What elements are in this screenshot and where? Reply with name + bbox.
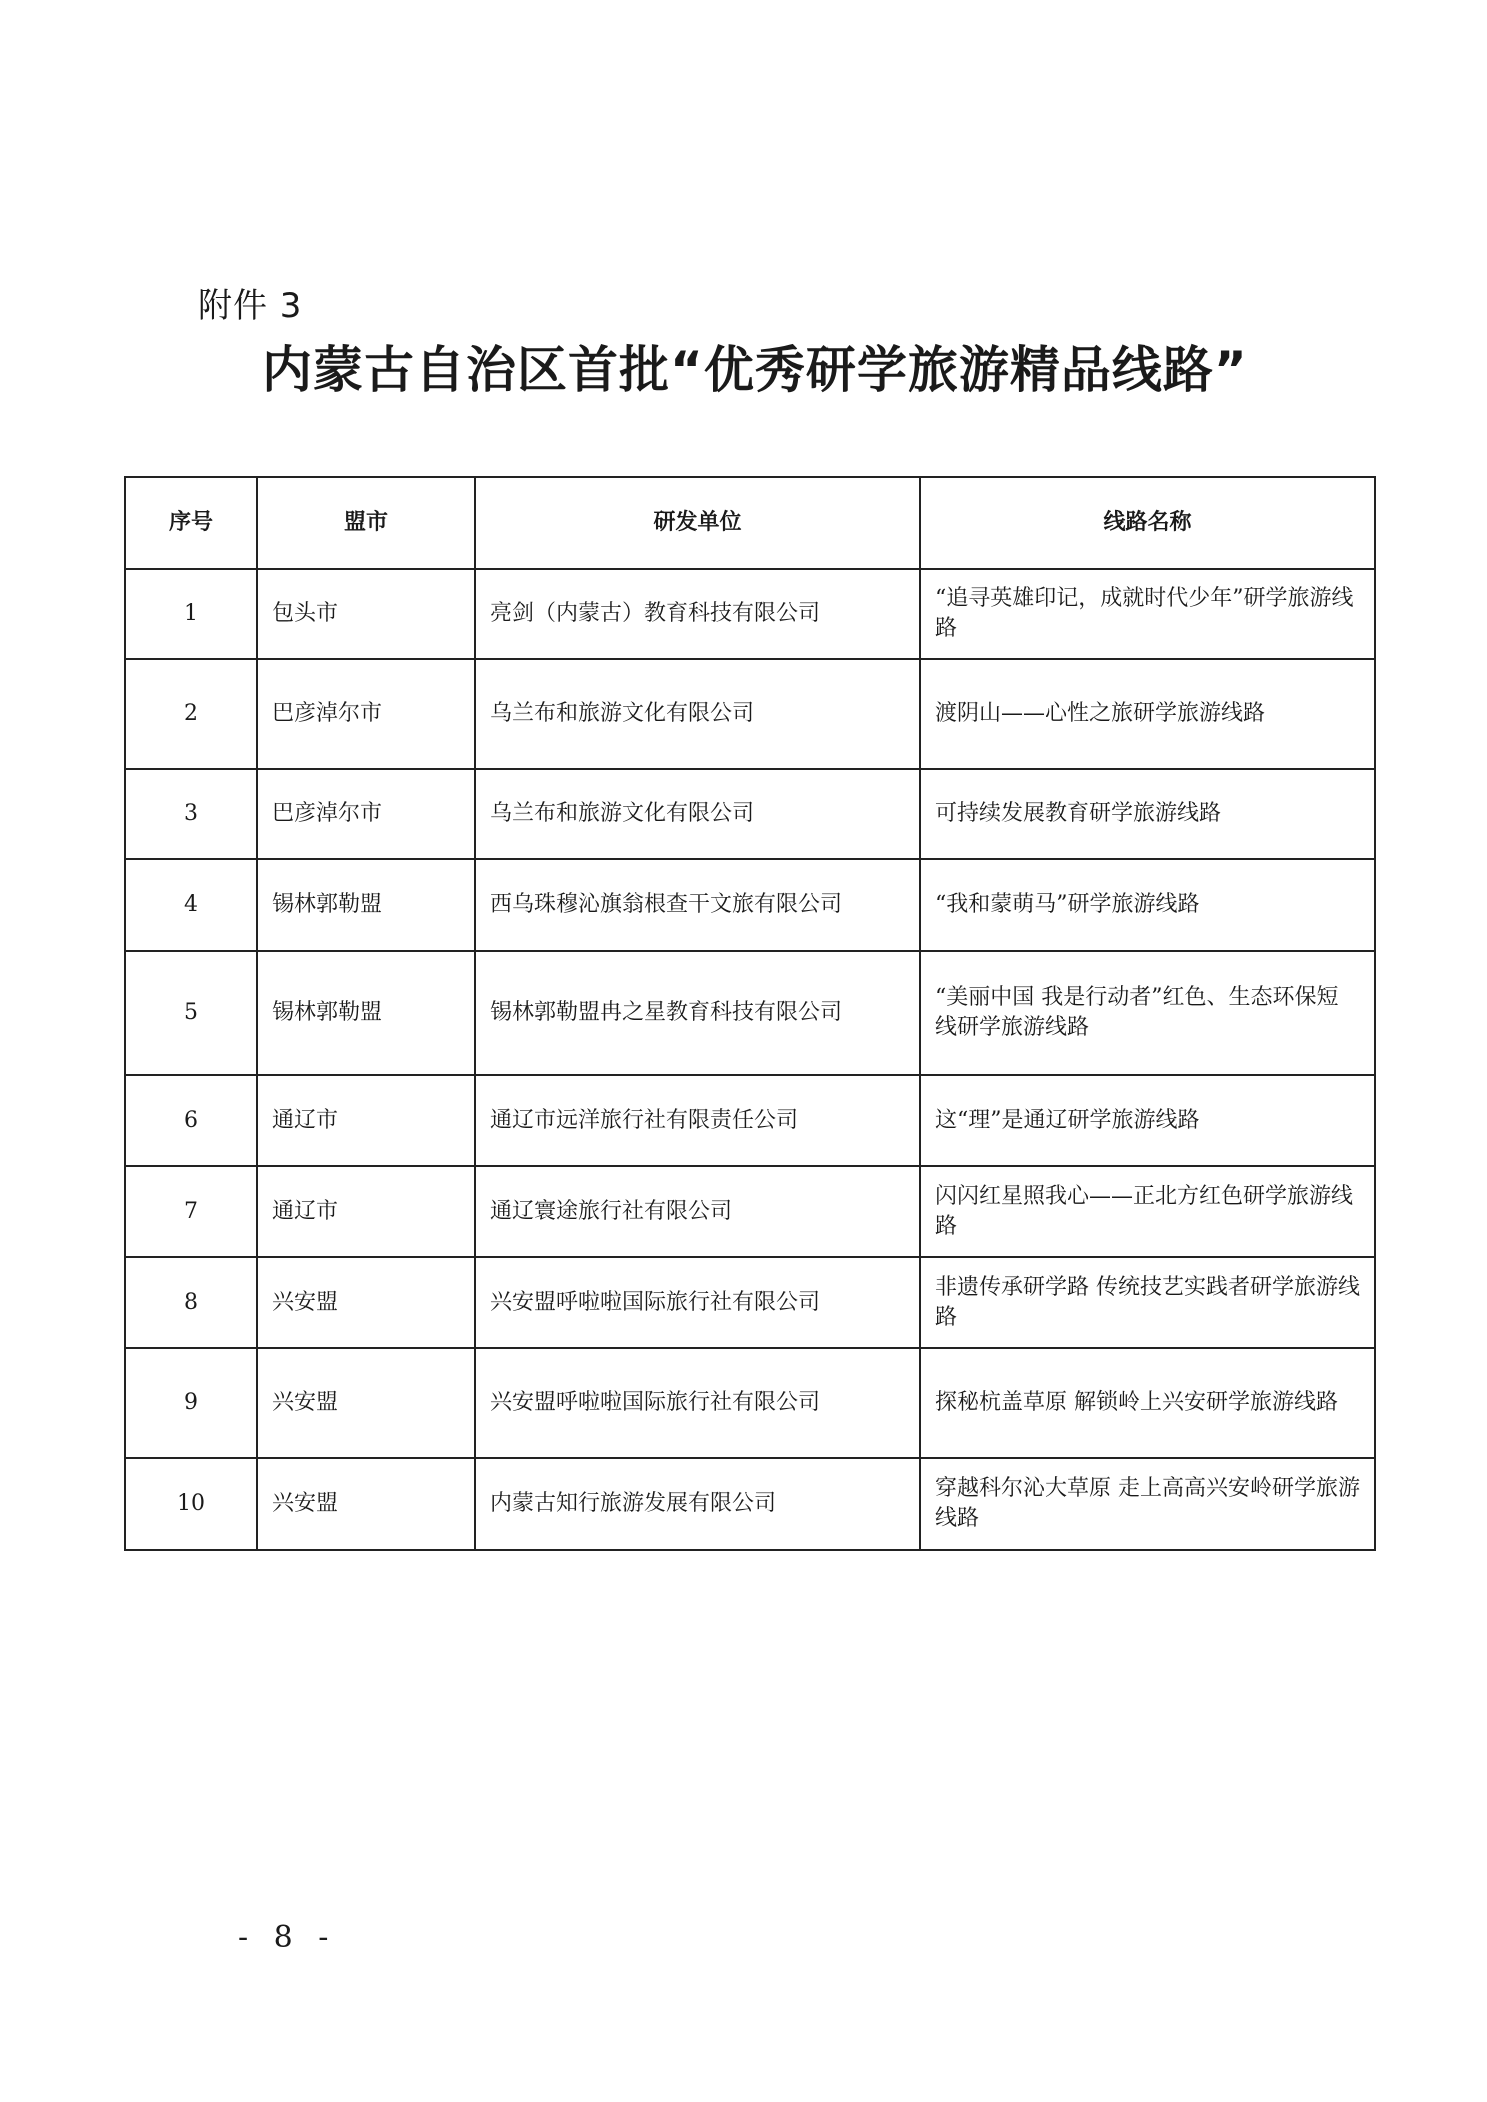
cell-city: 兴安盟 bbox=[257, 1348, 475, 1458]
cell-no: 4 bbox=[125, 859, 257, 951]
cell-route: 闪闪红星照我心——正北方红色研学旅游线路 bbox=[920, 1166, 1375, 1257]
routes-table bbox=[124, 476, 1376, 1551]
cell-route: 渡阴山——心性之旅研学旅游线路 bbox=[920, 659, 1375, 769]
table-row bbox=[125, 1458, 1375, 1550]
table-row bbox=[125, 1257, 1375, 1348]
cell-route: 穿越科尔沁大草原 走上高高兴安岭研学旅游线路 bbox=[920, 1458, 1375, 1550]
cell-city: 锡林郭勒盟 bbox=[257, 951, 475, 1075]
cell-city: 锡林郭勒盟 bbox=[257, 859, 475, 951]
cell-route: “追寻英雄印记，成就时代少年”研学旅游线路 bbox=[920, 569, 1375, 659]
cell-no: 2 bbox=[125, 659, 257, 769]
cell-city: 兴安盟 bbox=[257, 1257, 475, 1348]
cell-route: 非遗传承研学路 传统技艺实践者研学旅游线路 bbox=[920, 1257, 1375, 1348]
cell-unit: 西乌珠穆沁旗翁根查干文旅有限公司 bbox=[475, 859, 920, 951]
page-number: - 8 - bbox=[238, 1920, 337, 1955]
cell-city: 巴彦淖尔市 bbox=[257, 769, 475, 859]
cell-no: 6 bbox=[125, 1075, 257, 1166]
table-header-row bbox=[125, 477, 1375, 569]
table-row bbox=[125, 1075, 1375, 1166]
cell-unit: 通辽寰途旅行社有限公司 bbox=[475, 1166, 920, 1257]
cell-unit: 乌兰布和旅游文化有限公司 bbox=[475, 769, 920, 859]
table-row bbox=[125, 1348, 1375, 1458]
cell-route: 探秘杭盖草原 解锁岭上兴安研学旅游线路 bbox=[920, 1348, 1375, 1458]
column-header-no: 序号 bbox=[125, 477, 257, 569]
table-row bbox=[125, 569, 1375, 659]
table-row bbox=[125, 1166, 1375, 1257]
cell-city: 巴彦淖尔市 bbox=[257, 659, 475, 769]
cell-route: 这“理”是通辽研学旅游线路 bbox=[920, 1075, 1375, 1166]
cell-no: 1 bbox=[125, 569, 257, 659]
cell-no: 7 bbox=[125, 1166, 257, 1257]
table-row bbox=[125, 951, 1375, 1075]
cell-unit: 兴安盟呼啦啦国际旅行社有限公司 bbox=[475, 1257, 920, 1348]
cell-unit: 通辽市远洋旅行社有限责任公司 bbox=[475, 1075, 920, 1166]
cell-unit: 乌兰布和旅游文化有限公司 bbox=[475, 659, 920, 769]
cell-unit: 内蒙古知行旅游发展有限公司 bbox=[475, 1458, 920, 1550]
table-row bbox=[125, 859, 1375, 951]
cell-unit: 兴安盟呼啦啦国际旅行社有限公司 bbox=[475, 1348, 920, 1458]
cell-route: 可持续发展教育研学旅游线路 bbox=[920, 769, 1375, 859]
page-title: 内蒙古自治区首批“优秀研学旅游精品线路” bbox=[262, 341, 1248, 399]
column-header-unit: 研发单位 bbox=[475, 477, 920, 569]
cell-no: 5 bbox=[125, 951, 257, 1075]
cell-city: 包头市 bbox=[257, 569, 475, 659]
table-row bbox=[125, 769, 1375, 859]
cell-no: 10 bbox=[125, 1458, 257, 1550]
cell-no: 9 bbox=[125, 1348, 257, 1458]
cell-route: “美丽中国 我是行动者”红色、生态环保短线研学旅游线路 bbox=[920, 951, 1375, 1075]
cell-city: 兴安盟 bbox=[257, 1458, 475, 1550]
cell-city: 通辽市 bbox=[257, 1166, 475, 1257]
cell-unit: 亮剑（内蒙古）教育科技有限公司 bbox=[475, 569, 920, 659]
cell-city: 通辽市 bbox=[257, 1075, 475, 1166]
cell-unit: 锡林郭勒盟冉之星教育科技有限公司 bbox=[475, 951, 920, 1075]
table-row bbox=[125, 659, 1375, 769]
cell-route: “我和蒙萌马”研学旅游线路 bbox=[920, 859, 1375, 951]
cell-no: 8 bbox=[125, 1257, 257, 1348]
cell-no: 3 bbox=[125, 769, 257, 859]
column-header-route: 线路名称 bbox=[920, 477, 1375, 569]
column-header-city: 盟市 bbox=[257, 477, 475, 569]
attachment-label: 附件 3 bbox=[198, 286, 303, 326]
